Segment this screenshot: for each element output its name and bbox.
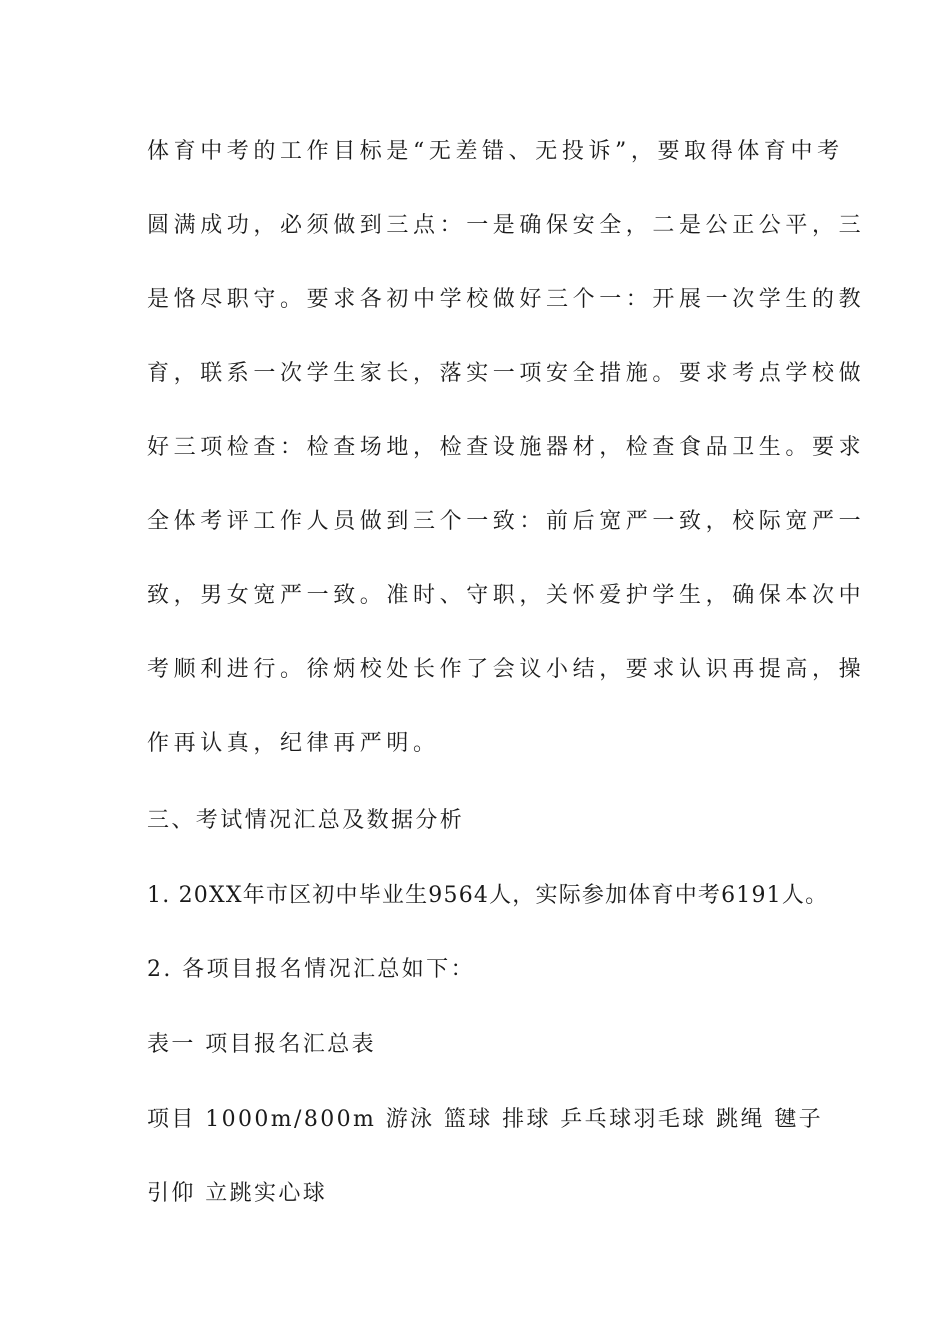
table-caption: 表一 项目报名汇总表 — [147, 1032, 376, 1057]
section-heading: 三、考试情况汇总及数据分析 — [147, 808, 465, 833]
paragraph-line-6: 全体考评工作人员做到三个一致：前后宽严一致，校际宽严一 — [147, 509, 866, 534]
paragraph-line-9: 作再认真，纪律再严明。 — [147, 731, 440, 756]
paragraph-line-1: 体育中考的工作目标是“无差错、无投诉”，要取得体育中考 — [147, 139, 844, 164]
paragraph-line-2: 圆满成功，必须做到三点：一是确保安全，二是公正公平，三 — [147, 213, 866, 238]
list-item-1: 1. 20XX年市区初中毕业生9564人，实际参加体育中考6191人。 — [147, 883, 829, 908]
paragraph-line-4: 育，联系一次学生家长，落实一项安全措施。要求考点学校做 — [147, 361, 866, 386]
table-header-row: 项目 1000m/800m 游泳 篮球 排球 乒乓球羽毛球 跳绳 毽子 — [147, 1107, 824, 1132]
paragraph-line-8: 考顺利进行。徐炳校处长作了会议小结，要求认识再提高，操 — [147, 657, 866, 682]
paragraph-line-3: 是恪尽职守。要求各初中学校做好三个一：开展一次学生的教 — [147, 287, 866, 312]
list-item-2: 2. 各项目报名情况汇总如下： — [147, 957, 475, 982]
table-header-row-continued: 引仰 立跳实心球 — [147, 1181, 328, 1206]
paragraph-line-5: 好三项检查：检查场地，检查设施器材，检查食品卫生。要求 — [147, 435, 866, 460]
paragraph-line-7: 致，男女宽严一致。准时、守职，关怀爱护学生，确保本次中 — [147, 583, 866, 608]
